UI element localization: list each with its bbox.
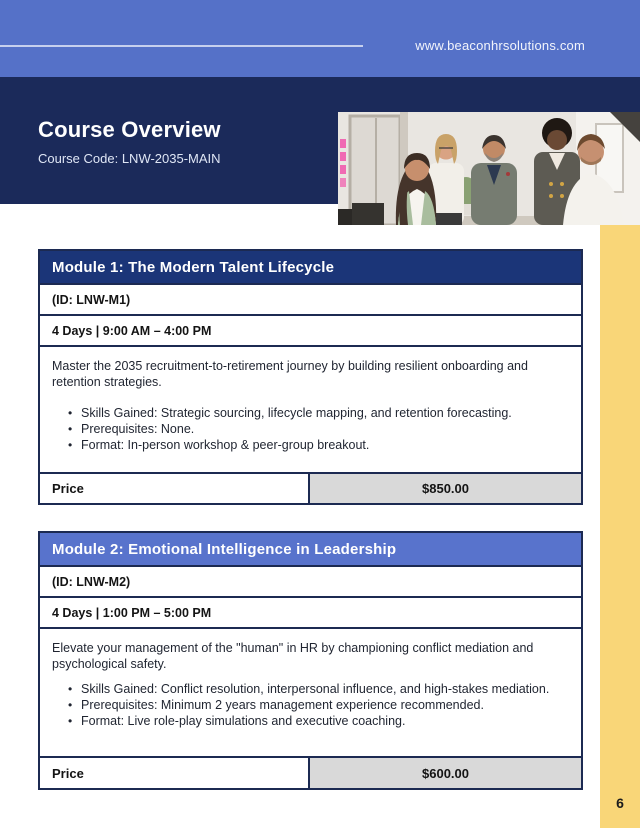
- header-divider-line: [0, 45, 363, 47]
- page-title: Course Overview: [38, 117, 221, 142]
- module-1-id: (ID: LNW-M1): [40, 283, 581, 314]
- team-photo: [338, 112, 640, 225]
- accent-stripe: [600, 225, 640, 828]
- module-2-bullet-list: [68, 681, 571, 729]
- price-value: $850.00: [310, 474, 581, 503]
- module-1-price-row: [40, 472, 581, 503]
- module-2-card: [38, 531, 583, 790]
- module-2-price-row: [40, 756, 581, 788]
- bullet-item: • Format: Live role-play simulations and executive coaching.: [68, 713, 571, 729]
- top-bar: [0, 0, 640, 77]
- module-1-description: [40, 345, 581, 472]
- bullet-item: • Skills Gained: Conflict resolution, interpersonal influence, and high-stakes mediation.: [68, 681, 571, 697]
- module-2-id: (ID: LNW-M2): [40, 565, 581, 596]
- website-url[interactable]: www.beaconhrsolutions.com: [415, 38, 585, 53]
- module-1-title: Module 1: The Modern Talent Lifecycle: [40, 251, 581, 283]
- price-label: Price: [40, 474, 310, 503]
- bullet-item: • Prerequisites: None.: [68, 421, 571, 437]
- module-1-bullet-list: [68, 405, 571, 453]
- module-2-schedule: 4 Days | 1:00 PM – 5:00 PM: [40, 596, 581, 627]
- price-value: $600.00: [310, 758, 581, 788]
- module-2-title: Module 2: Emotional Intelligence in Leadership: [40, 533, 581, 565]
- module-1-card: [38, 249, 583, 505]
- module-2-summary: Elevate your management of the "human" in HR by championing conflict mediation and psychological safety.: [52, 641, 534, 671]
- bullet-item: • Format: In-person workshop & peer-group breakout.: [68, 437, 571, 453]
- module-1-summary: Master the 2035 recruitment-to-retirement journey by building resilient onboarding and retention strategies.: [52, 359, 528, 389]
- module-2-description: [40, 627, 581, 756]
- bullet-item: • Skills Gained: Strategic sourcing, lifecycle mapping, and retention forecasting.: [68, 405, 571, 421]
- module-1-schedule: 4 Days | 9:00 AM – 4:00 PM: [40, 314, 581, 345]
- course-code: Course Code: LNW-2035-MAIN: [38, 151, 221, 166]
- bullet-item: • Prerequisites: Minimum 2 years management experience recommended.: [68, 697, 571, 713]
- price-label: Price: [40, 758, 310, 788]
- page-number: 6: [616, 795, 624, 811]
